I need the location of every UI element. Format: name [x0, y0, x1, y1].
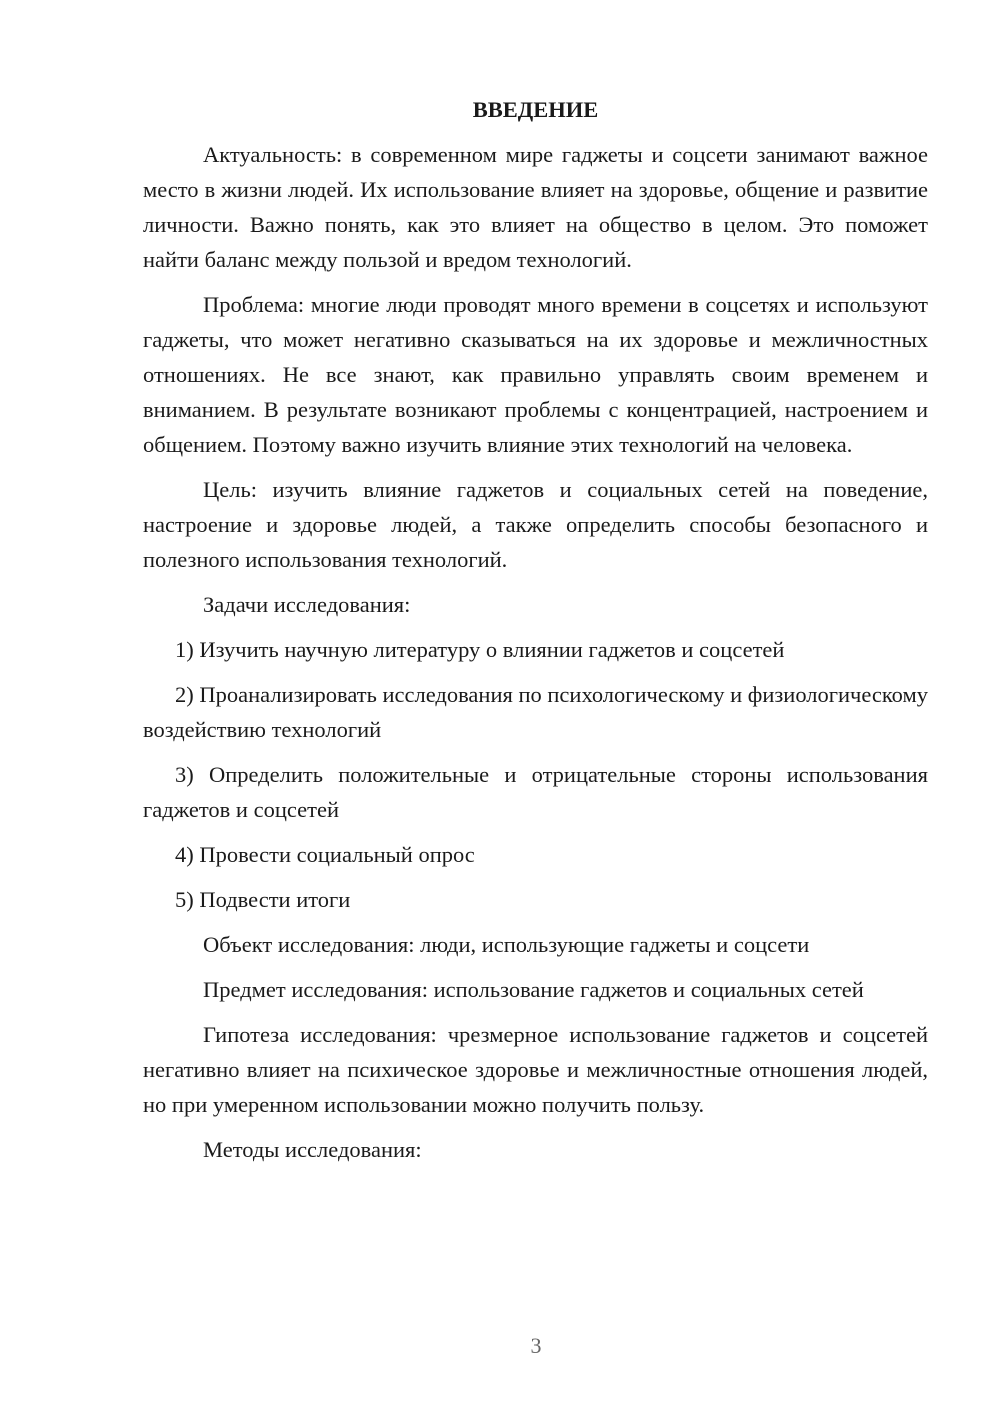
task-item-1: 1) Изучить научную литературу о влиянии гаджетов и соцсетей [175, 637, 785, 662]
task-item-5: 5) Подвести итоги [175, 887, 351, 912]
section-heading: ВВЕДЕНИЕ [472, 97, 599, 122]
task-item-4: 4) Провести социальный опрос [175, 842, 475, 867]
problem-paragraph: Проблема: многие люди проводят много времени в соцсетях и используют гаджеты, что может негативно сказываться на их здоровье и межличностных отношениях. Не все знают, как правильно управлять своим временем и вниманием. В результате возникают проблемы с концентрацией, настроением и общением. Поэтому важно изучить влияние этих технологий на человека. [143, 292, 928, 457]
task-item-3: 3) Определить положительные и отрицательные стороны использования гаджетов и соцсетей [143, 762, 928, 822]
task-item-2: 2) Проанализировать исследования по психологическому и физиологическому воздействию технологий [143, 682, 928, 742]
hypothesis-paragraph: Гипотеза исследования: чрезмерное использование гаджетов и соцсетей негативно влияет на психическое здоровье и межличностные отношения людей, но при умеренном использовании можно получить пользу. [143, 1022, 928, 1117]
subject-paragraph: Предмет исследования: использование гаджетов и социальных сетей [203, 977, 864, 1002]
goal-paragraph: Цель: изучить влияние гаджетов и социальных сетей на поведение, настроение и здоровье людей, а также определить способы безопасного и полезного использования технологий. [143, 477, 928, 572]
page-content [143, 92, 928, 1177]
page-number: 3 [530, 1333, 542, 1358]
relevance-paragraph: Актуальность: в современном мире гаджеты и соцсети занимают важное место в жизни людей. Их использование влияет на здоровье, общение и развитие личности. Важно понять, как это влияет на общество в целом. Это поможет найти баланс между пользой и вредом технологий. [143, 142, 928, 272]
object-paragraph: Объект исследования: люди, использующие гаджеты и соцсети [203, 932, 810, 957]
tasks-title: Задачи исследования: [203, 592, 411, 617]
methods-title: Методы исследования: [203, 1137, 422, 1162]
